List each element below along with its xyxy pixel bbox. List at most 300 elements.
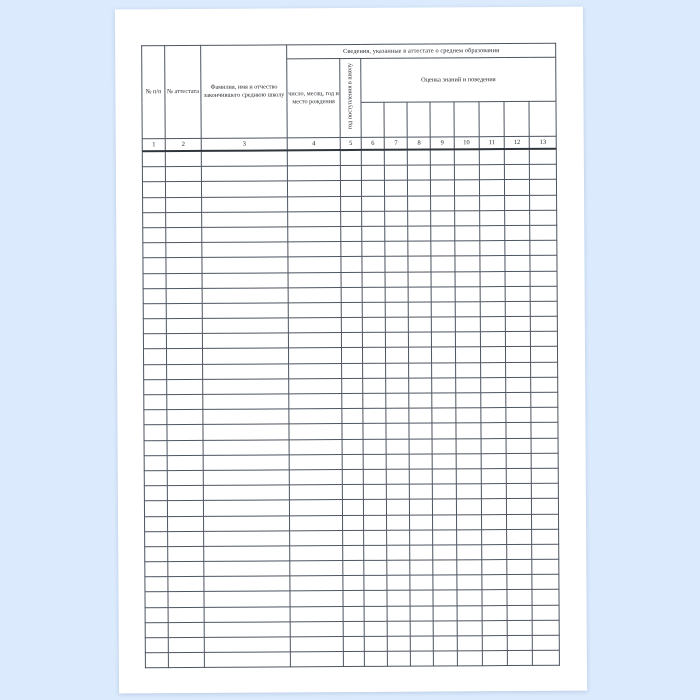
table-cell[interactable] — [361, 150, 384, 166]
table-cell[interactable] — [204, 637, 290, 653]
table-cell[interactable] — [203, 515, 289, 531]
table-cell[interactable] — [481, 423, 506, 438]
table-cell[interactable] — [385, 317, 408, 332]
table-cell[interactable] — [288, 166, 341, 182]
table-cell[interactable] — [167, 410, 203, 425]
table-cell[interactable] — [433, 560, 456, 575]
table-cell[interactable] — [507, 575, 532, 590]
table-cell[interactable] — [144, 410, 167, 425]
table-cell[interactable] — [202, 242, 288, 258]
table-cell[interactable] — [531, 286, 558, 301]
table-cell[interactable] — [507, 620, 532, 635]
table-cell[interactable] — [167, 425, 203, 440]
table-cell[interactable] — [481, 438, 506, 453]
table-cell[interactable] — [532, 453, 559, 468]
table-cell[interactable] — [168, 607, 204, 622]
table-cell[interactable] — [455, 393, 480, 408]
table-cell[interactable] — [532, 468, 559, 483]
table-cell[interactable] — [290, 621, 343, 637]
table-cell[interactable] — [507, 529, 532, 544]
table-cell[interactable] — [203, 364, 289, 380]
table-cell[interactable] — [507, 544, 532, 559]
table-cell[interactable] — [202, 257, 288, 273]
table-cell[interactable] — [203, 500, 289, 516]
table-cell[interactable] — [290, 561, 343, 577]
table-cell[interactable] — [530, 240, 557, 255]
table-cell[interactable] — [479, 149, 504, 165]
table-cell[interactable] — [482, 636, 507, 651]
table-cell[interactable] — [456, 514, 481, 529]
table-cell[interactable] — [530, 210, 557, 225]
table-cell[interactable] — [166, 243, 202, 258]
table-cell[interactable] — [203, 394, 289, 410]
table-cell[interactable] — [456, 423, 481, 438]
table-cell[interactable] — [204, 531, 290, 547]
table-cell[interactable] — [431, 149, 454, 165]
table-cell[interactable] — [167, 349, 203, 364]
table-cell[interactable] — [532, 529, 559, 544]
table-cell[interactable] — [505, 316, 530, 331]
table-cell[interactable] — [505, 256, 530, 271]
table-cell[interactable] — [143, 288, 166, 303]
table-cell[interactable] — [203, 485, 289, 501]
table-cell[interactable] — [290, 469, 343, 485]
table-cell[interactable] — [165, 151, 201, 167]
table-cell[interactable] — [203, 424, 289, 440]
table-cell[interactable] — [431, 271, 454, 286]
table-cell[interactable] — [144, 440, 167, 455]
table-cell[interactable] — [341, 333, 362, 348]
table-cell[interactable] — [409, 363, 432, 378]
table-cell[interactable] — [144, 486, 167, 501]
table-cell[interactable] — [340, 196, 361, 211]
table-cell[interactable] — [505, 195, 530, 210]
table-cell[interactable] — [410, 530, 433, 545]
table-cell[interactable] — [532, 483, 559, 498]
table-cell[interactable] — [364, 530, 387, 545]
table-cell[interactable] — [504, 149, 529, 165]
table-cell[interactable] — [384, 150, 407, 166]
table-cell[interactable] — [479, 165, 504, 180]
table-cell[interactable] — [481, 408, 506, 423]
table-cell[interactable] — [288, 181, 341, 197]
table-cell[interactable] — [340, 181, 361, 196]
table-cell[interactable] — [532, 590, 559, 605]
table-cell[interactable] — [361, 165, 384, 180]
table-cell[interactable] — [432, 378, 455, 393]
table-cell[interactable] — [362, 317, 385, 332]
table-cell[interactable] — [480, 225, 505, 240]
table-cell[interactable] — [431, 256, 454, 271]
table-cell[interactable] — [387, 636, 410, 651]
table-cell[interactable] — [203, 379, 289, 395]
table-cell[interactable] — [432, 438, 455, 453]
table-cell[interactable] — [290, 591, 343, 607]
table-cell[interactable] — [341, 242, 362, 257]
table-cell[interactable] — [506, 347, 531, 362]
table-cell[interactable] — [409, 347, 432, 362]
table-cell[interactable] — [342, 378, 363, 393]
table-cell[interactable] — [505, 225, 530, 240]
table-cell[interactable] — [480, 286, 505, 301]
table-cell[interactable] — [167, 486, 203, 501]
table-cell[interactable] — [343, 652, 364, 667]
table-cell[interactable] — [385, 196, 408, 211]
table-cell[interactable] — [506, 453, 531, 468]
table-cell[interactable] — [290, 530, 343, 546]
table-cell[interactable] — [166, 273, 202, 288]
table-cell[interactable] — [456, 560, 481, 575]
table-cell[interactable] — [410, 560, 433, 575]
table-cell[interactable] — [288, 272, 341, 288]
table-cell[interactable] — [386, 408, 409, 423]
table-cell[interactable] — [480, 362, 505, 377]
table-cell[interactable] — [363, 378, 386, 393]
table-cell[interactable] — [387, 530, 410, 545]
table-cell[interactable] — [410, 499, 433, 514]
table-cell[interactable] — [290, 485, 343, 501]
table-cell[interactable] — [410, 545, 433, 560]
table-cell[interactable] — [481, 377, 506, 392]
table-cell[interactable] — [363, 439, 386, 454]
table-cell[interactable] — [386, 484, 409, 499]
table-cell[interactable] — [506, 362, 531, 377]
table-cell[interactable] — [387, 499, 410, 514]
table-cell[interactable] — [143, 334, 166, 349]
table-cell[interactable] — [409, 317, 432, 332]
table-cell[interactable] — [410, 621, 433, 636]
table-cell[interactable] — [341, 272, 362, 287]
table-cell[interactable] — [408, 180, 431, 195]
table-cell[interactable] — [143, 319, 166, 334]
table-cell[interactable] — [455, 332, 480, 347]
table-cell[interactable] — [457, 636, 482, 651]
table-cell[interactable] — [289, 348, 342, 364]
table-cell[interactable] — [145, 531, 168, 546]
table-cell[interactable] — [363, 408, 386, 423]
table-cell[interactable] — [343, 636, 364, 651]
table-cell[interactable] — [434, 651, 457, 666]
table-cell[interactable] — [168, 546, 204, 561]
table-cell[interactable] — [386, 393, 409, 408]
table-cell[interactable] — [505, 180, 530, 195]
table-cell[interactable] — [145, 638, 168, 653]
table-cell[interactable] — [387, 575, 410, 590]
table-cell[interactable] — [387, 515, 410, 530]
table-cell[interactable] — [203, 470, 289, 486]
table-cell[interactable] — [409, 393, 432, 408]
table-cell[interactable] — [364, 621, 387, 636]
table-cell[interactable] — [204, 607, 290, 623]
table-cell[interactable] — [507, 651, 532, 666]
table-cell[interactable] — [531, 438, 558, 453]
table-cell[interactable] — [204, 546, 290, 562]
table-cell[interactable] — [531, 377, 558, 392]
table-cell[interactable] — [362, 272, 385, 287]
table-cell[interactable] — [386, 454, 409, 469]
table-cell[interactable] — [482, 590, 507, 605]
table-cell[interactable] — [362, 241, 385, 256]
table-cell[interactable] — [202, 333, 288, 349]
table-cell[interactable] — [411, 636, 434, 651]
table-cell[interactable] — [201, 150, 287, 166]
table-cell[interactable] — [289, 378, 342, 394]
table-cell[interactable] — [505, 210, 530, 225]
table-cell[interactable] — [385, 241, 408, 256]
table-cell[interactable] — [166, 182, 202, 197]
table-cell[interactable] — [531, 301, 558, 316]
table-cell[interactable] — [532, 514, 559, 529]
table-cell[interactable] — [456, 469, 481, 484]
table-cell[interactable] — [455, 347, 480, 362]
table-cell[interactable] — [343, 621, 364, 636]
table-cell[interactable] — [341, 348, 362, 363]
table-cell[interactable] — [409, 332, 432, 347]
table-cell[interactable] — [168, 501, 204, 516]
table-cell[interactable] — [532, 574, 559, 589]
table-cell[interactable] — [532, 499, 559, 514]
table-cell[interactable] — [454, 210, 479, 225]
table-cell[interactable] — [202, 212, 288, 228]
table-cell[interactable] — [341, 211, 362, 226]
table-cell[interactable] — [144, 455, 167, 470]
table-cell[interactable] — [432, 287, 455, 302]
table-cell[interactable] — [410, 590, 433, 605]
table-cell[interactable] — [456, 484, 481, 499]
table-cell[interactable] — [434, 605, 457, 620]
table-cell[interactable] — [144, 395, 167, 410]
table-cell[interactable] — [364, 560, 387, 575]
table-cell[interactable] — [454, 165, 479, 180]
table-cell[interactable] — [387, 560, 410, 575]
table-cell[interactable] — [145, 607, 168, 622]
table-cell[interactable] — [343, 606, 364, 621]
table-cell[interactable] — [145, 592, 168, 607]
table-cell[interactable] — [505, 301, 530, 316]
table-cell[interactable] — [341, 287, 362, 302]
table-cell[interactable] — [204, 652, 290, 668]
table-cell[interactable] — [342, 439, 363, 454]
table-cell[interactable] — [203, 455, 289, 471]
table-cell[interactable] — [481, 453, 506, 468]
table-cell[interactable] — [288, 211, 341, 227]
table-cell[interactable] — [362, 348, 385, 363]
table-cell[interactable] — [431, 211, 454, 226]
table-cell[interactable] — [506, 468, 531, 483]
table-cell[interactable] — [506, 377, 531, 392]
table-cell[interactable] — [433, 545, 456, 560]
table-cell[interactable] — [433, 484, 456, 499]
table-cell[interactable] — [168, 577, 204, 592]
table-cell[interactable] — [531, 423, 558, 438]
table-cell[interactable] — [340, 166, 361, 181]
table-cell[interactable] — [408, 241, 431, 256]
table-cell[interactable] — [480, 317, 505, 332]
table-cell[interactable] — [167, 470, 203, 485]
table-cell[interactable] — [143, 258, 166, 273]
table-cell[interactable] — [387, 651, 410, 666]
table-cell[interactable] — [531, 347, 558, 362]
table-cell[interactable] — [289, 439, 342, 455]
table-cell[interactable] — [505, 241, 530, 256]
table-cell[interactable] — [167, 364, 203, 379]
table-cell[interactable] — [387, 621, 410, 636]
table-cell[interactable] — [363, 469, 386, 484]
table-cell[interactable] — [481, 393, 506, 408]
table-cell[interactable] — [533, 650, 560, 665]
table-cell[interactable] — [142, 151, 165, 167]
table-cell[interactable] — [481, 529, 506, 544]
table-cell[interactable] — [457, 605, 482, 620]
table-cell[interactable] — [167, 334, 203, 349]
table-cell[interactable] — [454, 195, 479, 210]
table-cell[interactable] — [387, 545, 410, 560]
table-cell[interactable] — [530, 256, 557, 271]
table-cell[interactable] — [143, 228, 166, 243]
table-cell[interactable] — [342, 500, 363, 515]
table-cell[interactable] — [480, 256, 505, 271]
table-cell[interactable] — [201, 181, 287, 197]
table-cell[interactable] — [531, 362, 558, 377]
table-cell[interactable] — [482, 605, 507, 620]
table-cell[interactable] — [288, 257, 341, 273]
table-cell[interactable] — [505, 165, 530, 180]
table-cell[interactable] — [166, 227, 202, 242]
table-cell[interactable] — [343, 530, 364, 545]
table-cell[interactable] — [432, 317, 455, 332]
table-cell[interactable] — [530, 195, 557, 210]
table-cell[interactable] — [385, 256, 408, 271]
table-cell[interactable] — [289, 302, 342, 318]
table-cell[interactable] — [144, 379, 167, 394]
table-cell[interactable] — [532, 544, 559, 559]
table-cell[interactable] — [203, 409, 289, 425]
table-cell[interactable] — [203, 439, 289, 455]
table-cell[interactable] — [408, 211, 431, 226]
table-cell[interactable] — [410, 469, 433, 484]
table-cell[interactable] — [289, 333, 342, 349]
table-cell[interactable] — [433, 590, 456, 605]
table-cell[interactable] — [145, 622, 168, 637]
table-cell[interactable] — [385, 165, 408, 180]
table-cell[interactable] — [409, 302, 432, 317]
table-cell[interactable] — [291, 637, 344, 653]
table-cell[interactable] — [166, 212, 202, 227]
table-cell[interactable] — [409, 378, 432, 393]
table-cell[interactable] — [204, 561, 290, 577]
table-cell[interactable] — [433, 454, 456, 469]
table-cell[interactable] — [202, 288, 288, 304]
table-cell[interactable] — [342, 424, 363, 439]
table-cell[interactable] — [168, 637, 204, 652]
table-cell[interactable] — [202, 272, 288, 288]
table-cell[interactable] — [204, 576, 290, 592]
table-cell[interactable] — [409, 408, 432, 423]
table-cell[interactable] — [505, 286, 530, 301]
table-cell[interactable] — [386, 378, 409, 393]
table-cell[interactable] — [482, 620, 507, 635]
table-cell[interactable] — [166, 303, 202, 318]
table-cell[interactable] — [506, 392, 531, 407]
table-cell[interactable] — [289, 454, 342, 470]
table-cell[interactable] — [362, 257, 385, 272]
table-cell[interactable] — [433, 575, 456, 590]
table-cell[interactable] — [290, 606, 343, 622]
table-cell[interactable] — [385, 287, 408, 302]
table-cell[interactable] — [530, 164, 557, 179]
table-cell[interactable] — [290, 515, 343, 531]
table-cell[interactable] — [455, 362, 480, 377]
table-cell[interactable] — [454, 241, 479, 256]
table-cell[interactable] — [505, 271, 530, 286]
table-cell[interactable] — [455, 378, 480, 393]
table-cell[interactable] — [456, 575, 481, 590]
table-cell[interactable] — [364, 651, 387, 666]
table-cell[interactable] — [289, 409, 342, 425]
table-cell[interactable] — [291, 652, 344, 668]
table-cell[interactable] — [456, 529, 481, 544]
table-cell[interactable] — [454, 226, 479, 241]
table-cell[interactable] — [506, 408, 531, 423]
table-cell[interactable] — [166, 258, 202, 273]
table-cell[interactable] — [167, 394, 203, 409]
table-cell[interactable] — [507, 514, 532, 529]
table-cell[interactable] — [143, 197, 166, 212]
table-cell[interactable] — [341, 226, 362, 241]
table-cell[interactable] — [145, 516, 168, 531]
table-cell[interactable] — [408, 287, 431, 302]
table-cell[interactable] — [455, 256, 480, 271]
table-cell[interactable] — [433, 530, 456, 545]
table-cell[interactable] — [506, 423, 531, 438]
table-cell[interactable] — [457, 651, 482, 666]
table-cell[interactable] — [386, 424, 409, 439]
table-cell[interactable] — [385, 181, 408, 196]
table-cell[interactable] — [166, 167, 202, 182]
table-cell[interactable] — [385, 211, 408, 226]
table-cell[interactable] — [408, 272, 431, 287]
table-cell[interactable] — [507, 499, 532, 514]
table-cell[interactable] — [342, 409, 363, 424]
table-cell[interactable] — [342, 393, 363, 408]
table-cell[interactable] — [431, 241, 454, 256]
table-cell[interactable] — [482, 560, 507, 575]
table-cell[interactable] — [341, 302, 362, 317]
table-cell[interactable] — [341, 317, 362, 332]
table-cell[interactable] — [409, 439, 432, 454]
table-cell[interactable] — [145, 546, 168, 561]
table-cell[interactable] — [144, 364, 167, 379]
table-cell[interactable] — [168, 592, 204, 607]
table-cell[interactable] — [431, 165, 454, 180]
table-cell[interactable] — [143, 273, 166, 288]
table-cell[interactable] — [386, 348, 409, 363]
table-cell[interactable] — [145, 562, 168, 577]
table-cell[interactable] — [143, 243, 166, 258]
table-cell[interactable] — [385, 226, 408, 241]
table-cell[interactable] — [343, 560, 364, 575]
table-cell[interactable] — [408, 165, 431, 180]
table-cell[interactable] — [410, 575, 433, 590]
table-cell[interactable] — [362, 196, 385, 211]
table-cell[interactable] — [530, 180, 557, 195]
table-cell[interactable] — [143, 349, 166, 364]
table-cell[interactable] — [530, 149, 557, 165]
table-cell[interactable] — [202, 348, 288, 364]
table-cell[interactable] — [342, 454, 363, 469]
table-cell[interactable] — [480, 332, 505, 347]
table-cell[interactable] — [454, 180, 479, 195]
